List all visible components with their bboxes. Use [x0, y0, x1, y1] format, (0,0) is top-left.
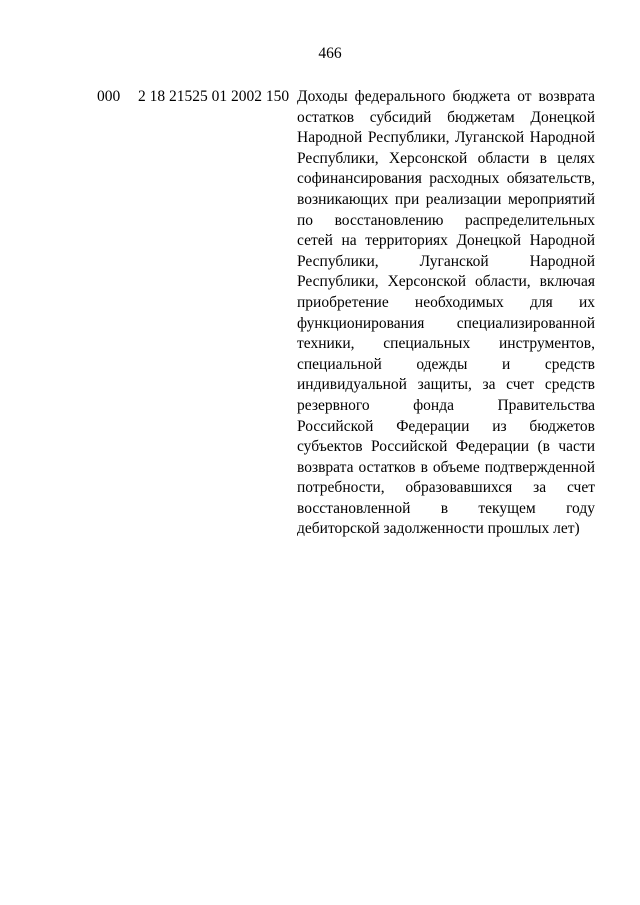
page-number: 466 — [318, 45, 342, 62]
budget-classification-code: 2 18 21525 01 2002 150 — [138, 88, 290, 105]
income-description: Доходы федерального бюджета от возврата остатков субсидий бюджетам Донецкой Народной Республики, Луганской Народной Республики, Херсонской области в целях софинансирования расходных обязательств, возникающих при реализации мероприятий по восстановлению распределительных сетей на территориях Донецкой Народной Республики, Луганской Народной Республики, Херсонской области, включая приобретение необходимых для их функционирования специализированной техники, специальных инструментов, специальной одежды и средств индивидуальной защиты, за счет средств резервного фонда Правительства Российской Федерации из бюджетов субъектов Российской Федерации (в части возврата остатков в объеме подтвержденной потребности, образовавшихся за счет восстановленной в текущем году дебиторской задолженности прошлых лет) — [297, 88, 595, 538]
administrator-code: 000 — [97, 88, 121, 105]
